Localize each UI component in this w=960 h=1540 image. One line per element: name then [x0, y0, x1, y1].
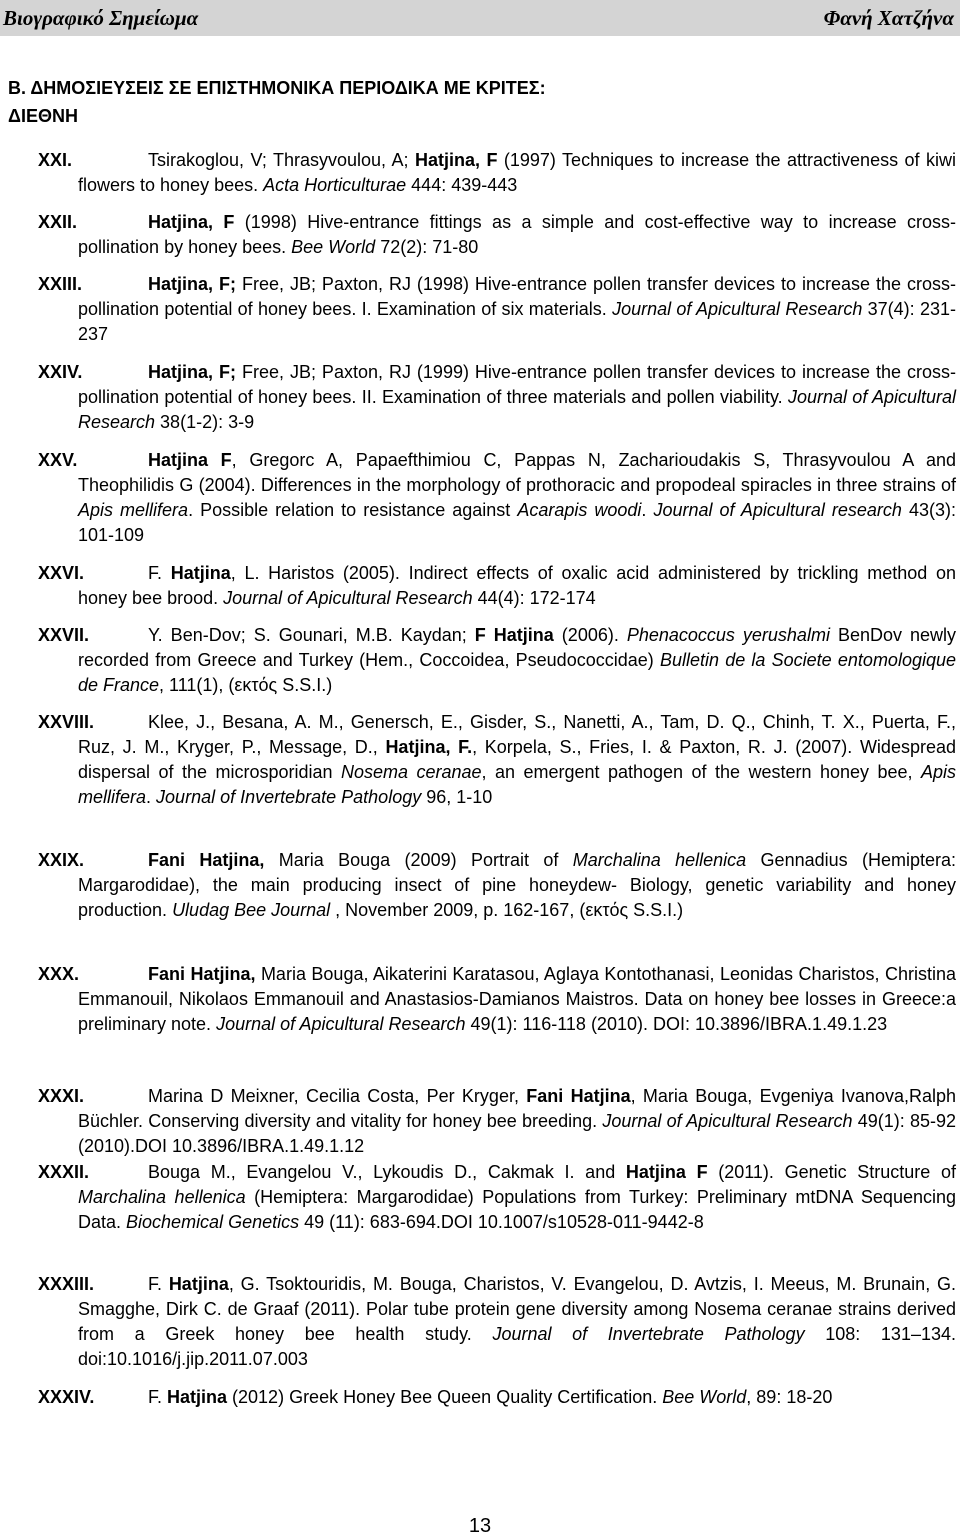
citation-text: 49(1): 85-92 (2010).DOI 10.3896/IBRA.1.49.1.12 — [78, 1111, 956, 1156]
citation-text: Maria Bouga (2009) Portrait of — [264, 850, 573, 870]
citation-text: 444: 439-443 — [406, 175, 518, 195]
citation-text: , G. Tsoktouridis, M. Bouga, Charistos, V. Evangelou, D. Avtzis, I. Meeus, M. Brunain, G. Smagghe, Dirk C. de Graaf (2011). Polar tube protein gene diversity among Nosema ceranae strains derived from a Greek honey bee health study. — [78, 1274, 956, 1344]
citation-text: F. — [148, 1387, 168, 1407]
entry-number: XXXIV. — [38, 1387, 95, 1407]
publication-entry — [38, 1272, 956, 1372]
citation-text: . — [146, 787, 157, 807]
citation-text: , Korpela, S., Fries, I. & Paxton, R. J. (2007). Widespread dispersal of the microsporidian — [78, 737, 956, 782]
publication-entry — [38, 210, 956, 260]
entry-citation — [38, 210, 956, 260]
author-highlight: Hatjina F — [625, 1162, 708, 1182]
entry-number: XXI. — [38, 150, 73, 170]
author-highlight: Hatjina, F; — [148, 274, 236, 294]
entry-number: XXIV. — [38, 362, 83, 382]
journal-or-taxon: Journal of Apicultural Research — [602, 1111, 853, 1131]
citation-text: (1997) Techniques to increase the attractiveness of kiwi flowers to honey bees. — [78, 150, 956, 195]
author-highlight: Hatjina, F. — [385, 737, 473, 757]
publication-entry — [38, 623, 956, 698]
page-header — [0, 0, 960, 36]
citation-text: (2011). Genetic Structure of — [707, 1162, 956, 1182]
author-highlight: Hatjina, F — [148, 212, 235, 232]
entry-number: XXVII. — [38, 625, 90, 645]
citation-text: , an emergent pathogen of the western honey bee, — [481, 762, 921, 782]
author-highlight: Hatjina, F; — [148, 362, 236, 382]
citation-text: 96, 1-10 — [421, 787, 493, 807]
entry-number: XXIII. — [38, 274, 83, 294]
publication-entry — [38, 360, 956, 435]
journal-or-taxon: Bee World — [291, 237, 376, 257]
citation-text: Gennadius (Hemiptera: Margarodidae), the main producing insect of pine honeydew- Biology, genetic variability and honey production. — [78, 850, 957, 920]
entry-citation — [38, 1160, 956, 1235]
author-highlight: Hatjina — [170, 563, 231, 583]
citation-text: Klee, J., Besana, A. M., Genersch, E., Gisder, S., Nanetti, A., Tam, D. Q., Chinh, T. X., Puerta, F., Ruz, J. M., Kryger, P., Message, D., — [78, 712, 956, 757]
entry-number: XXX. — [38, 964, 80, 984]
citation-text: (Hemiptera: Margarodidae) Populations from Turkey: Preliminary mtDNA Sequencing Data. — [78, 1187, 956, 1232]
citation-text: F. — [148, 1274, 169, 1294]
citation-text: , 111(1), (εκτός S.S.I.) — [159, 675, 333, 695]
citation-text: BenDov newly recorded from Greece and Turkey (Hem., Coccoidea, Pseudococcidae) — [78, 625, 957, 670]
journal-or-taxon: Biochemical Genetics — [126, 1212, 300, 1232]
entry-citation — [38, 623, 956, 698]
citation-text: , Gregorc A, Papaefthimiou C, Pappas N, Zacharioudakis S, Thrasyvoulou A and Theophilidis G (2004). Differences in the morphology of prothoracic and propodeal spiracles in three strains of — [78, 450, 956, 495]
journal-or-taxon: Acarapis woodi — [517, 500, 642, 520]
journal-or-taxon: Journal of Apicultural Research — [78, 387, 956, 432]
citation-text: Maria Bouga, Aikaterini Karatasou, Aglaya Kontothanasi, Leonidas Charistos, Christina Emmanouil, Nikolaos Emmanouil and Anastasios-Damianos Maistros. Data on honey bee losses in Greece:a preliminary note. — [78, 964, 957, 1034]
entry-citation — [38, 848, 956, 923]
entry-number: XXV. — [38, 450, 78, 470]
citation-text: Tsirakoglou, V; Thrasyvoulou, A; — [148, 150, 415, 170]
citation-text: . — [641, 500, 654, 520]
entry-citation — [38, 1084, 956, 1159]
journal-or-taxon: Bulletin de la Societe entomologique de France — [78, 650, 956, 695]
author-highlight: Hatjina, F — [414, 150, 498, 170]
section-heading-line1: Β. ΔΗΜΟΣΙΕΥΣΕΙΣ ΣΕ ΕΠΙΣΤΗΜΟΝΙΚΑ ΠΕΡΙΟΔΙΚΑ ΜΕ ΚΡΙΤΕΣ: — [8, 78, 546, 98]
publication-entry — [38, 1385, 956, 1410]
header-author: Φανή Χατζήνα — [823, 6, 954, 30]
journal-or-taxon: Journal of Invertebrate Pathology — [156, 787, 422, 807]
publication-entry — [38, 962, 956, 1037]
entry-number: XXXII. — [38, 1162, 90, 1182]
entry-number: XXVIII. — [38, 712, 95, 732]
citation-text: , L. Haristos (2005). Indirect effects of oxalic acid administered by trickling method on honey bee brood. — [78, 563, 956, 608]
citation-text: Y. Ben-Dov; S. Gounari, M.B. Kaydan; — [148, 625, 475, 645]
citation-text: 38(1-2): 3-9 — [155, 412, 255, 432]
citation-text: 43(3): 101-109 — [78, 500, 956, 545]
author-highlight: F Hatjina — [474, 625, 554, 645]
journal-or-taxon: Apis mellifera — [78, 762, 957, 807]
citation-text: (2006). — [553, 625, 627, 645]
publication-entry — [38, 710, 956, 810]
journal-or-taxon: Journal of Apicultural Research — [223, 588, 473, 608]
citation-text: 44(4): 172-174 — [472, 588, 596, 608]
entry-citation — [38, 148, 956, 198]
section-heading-line2: ΔΙΕΘΝΗ — [8, 106, 78, 126]
entry-number: XXIX. — [38, 850, 85, 870]
citation-text: Free, JB; Paxton, RJ (1999) Hive-entrance pollen transfer devices to increase the cross-pollination potential of honey bees. II. Examination of three materials and pollen viability. — [78, 362, 956, 407]
journal-or-taxon: Marchalina hellenica — [78, 1187, 246, 1207]
entry-citation — [38, 448, 956, 548]
entry-number: XXVI. — [38, 563, 85, 583]
citation-text: 49 (11): 683-694.DOI 10.1007/s10528-011-9442-8 — [299, 1212, 704, 1232]
journal-or-taxon: Uludag Bee Journal — [172, 900, 331, 920]
author-highlight: Hatjina — [168, 1274, 229, 1294]
header-title: Βιογραφικό Σημείωμα — [3, 6, 199, 30]
journal-or-taxon: Marchalina hellenica — [572, 850, 747, 870]
entry-number: XXXI. — [38, 1086, 85, 1106]
author-highlight: Fani Hatjina — [526, 1086, 631, 1106]
entry-number: XXII. — [38, 212, 78, 232]
entry-citation — [38, 1272, 956, 1372]
publication-entry — [38, 561, 956, 611]
publication-entry — [38, 1084, 956, 1159]
citation-text: Marina D Meixner, Cecilia Costa, Per Kryger, — [148, 1086, 527, 1106]
entry-number: XXXIII. — [38, 1274, 95, 1294]
citation-text: 37(4): 231-237 — [78, 299, 956, 344]
citation-text: , 89: 18-20 — [746, 1387, 833, 1407]
journal-or-taxon: Nosema ceranae — [340, 762, 482, 782]
citation-text: (2012) Greek Honey Bee Queen Quality Certification. — [227, 1387, 663, 1407]
entry-citation — [38, 962, 956, 1037]
journal-or-taxon: Journal of Apicultural research — [653, 500, 902, 520]
citation-text: , November 2009, p. 162-167, (εκτός S.S.I.) — [330, 900, 684, 920]
citation-text: (1998) Hive-entrance fittings as a simple and cost-effective way to increase cross-pollination by honey bees. — [78, 212, 956, 257]
citation-text: 49(1): 116-118 (2010). DOI: 10.3896/IBRA.1.49.1.23 — [465, 1014, 888, 1034]
section-heading — [8, 74, 708, 130]
author-highlight: Hatjina — [167, 1387, 228, 1407]
journal-or-taxon: Acta Horticulturae — [263, 175, 407, 195]
citation-text: . Possible relation to resistance against — [188, 500, 518, 520]
journal-or-taxon: Bee World — [662, 1387, 747, 1407]
journal-or-taxon: Phenacoccus yerushalmi — [626, 625, 830, 645]
citation-text: F. — [148, 563, 171, 583]
publication-entry — [38, 272, 956, 347]
author-highlight: Fani Hatjina, — [148, 850, 265, 870]
page-number: 13 — [468, 1515, 492, 1537]
publication-entry — [38, 848, 956, 923]
author-highlight: Fani Hatjina, — [148, 964, 256, 984]
publication-entry — [38, 448, 956, 548]
journal-or-taxon: Journal of Apicultural Research — [612, 299, 863, 319]
citation-text: 108: 131–134. doi:10.1016/j.jip.2011.07.003 — [78, 1324, 956, 1369]
entry-citation — [38, 710, 956, 810]
publication-entry — [38, 1160, 956, 1235]
citation-text: 72(2): 71-80 — [375, 237, 479, 257]
entry-citation — [38, 561, 956, 611]
citation-text: Free, JB; Paxton, RJ (1998) Hive-entrance pollen transfer devices to increase the cross-pollination potential of honey bees. I. Examination of six materials. — [78, 274, 956, 319]
citation-text: Bouga M., Evangelou V., Lykoudis D., Cakmak I. and — [148, 1162, 626, 1182]
journal-or-taxon: Journal of Apicultural Research — [216, 1014, 466, 1034]
publication-entry — [38, 148, 956, 198]
author-highlight: Hatjina F — [148, 450, 232, 470]
citation-text: , Maria Bouga, Evgeniya Ivanova,Ralph Büchler. Conserving diversity and vitality for honey bee breeding. — [78, 1086, 956, 1131]
journal-or-taxon: Journal of Invertebrate Pathology — [492, 1324, 805, 1344]
entry-citation — [38, 1385, 956, 1410]
journal-or-taxon: Apis mellifera — [78, 500, 189, 520]
entry-citation — [38, 272, 956, 347]
entry-citation — [38, 360, 956, 435]
